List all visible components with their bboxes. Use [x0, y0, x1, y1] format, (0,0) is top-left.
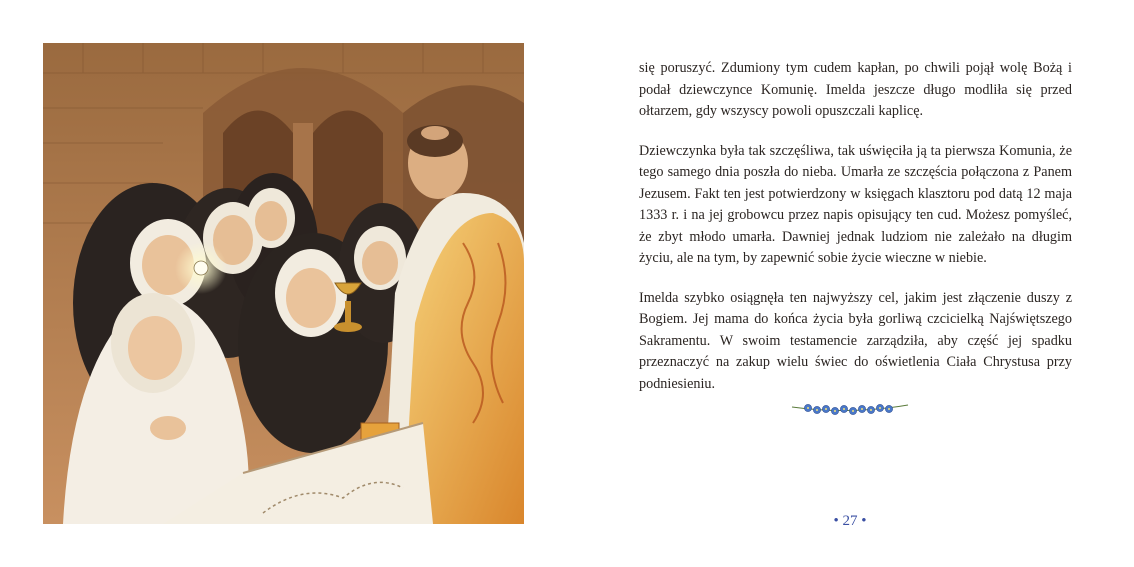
illustration-drawing	[43, 43, 524, 524]
paragraph-3: Imelda szybko osiągnęła ten najwyższy cel, jakim jest złączenie duszy z Bogiem. Jej mama do końca życia była gorliwą czcicielką Najświętszego Sakramentu. W swoim testamencie zarządziła, aby część jej spadku przeznaczyć na zakup wielu świec do oświetlenia Ciała Chrystusa przy podniesieniu.	[639, 289, 1072, 392]
page-number: • 27 •	[833, 513, 867, 529]
text-page	[639, 58, 1072, 413]
illustration-nuns-communion	[43, 43, 524, 524]
forget-me-not-garland-icon	[790, 397, 910, 421]
host-icon	[194, 261, 208, 275]
paragraph-1: się poruszyć. Zdumiony tym cudem kapłan, po chwili pojął wolę Bożą i podał dziewczynce Komunię. Imelda jeszcze długo modliła się przed ołtarzem, gdy wszyscy powoli opuszczali kaplicę.	[639, 60, 1072, 119]
paragraph-2: Dziewczynka była tak szczęśliwa, tak uświęciła ją ta pierwsza Komunia, że tego samego dnia poszła do nieba. Umarła ze szczęścia połączona z Panem Jezusem. Fakt ten jest potwierdzony w księgach klasztoru pod datą 12 maja 1333 r. i na jej grobowcu przez napis opisujący ten cud. Możesz pomyśleć, że zbyt młodo umarła. Dawniej jednak ludziom nie zależało na długim życiu, ale na tym, by zapewnić sobie życie wieczne w niebie.	[639, 142, 1072, 266]
